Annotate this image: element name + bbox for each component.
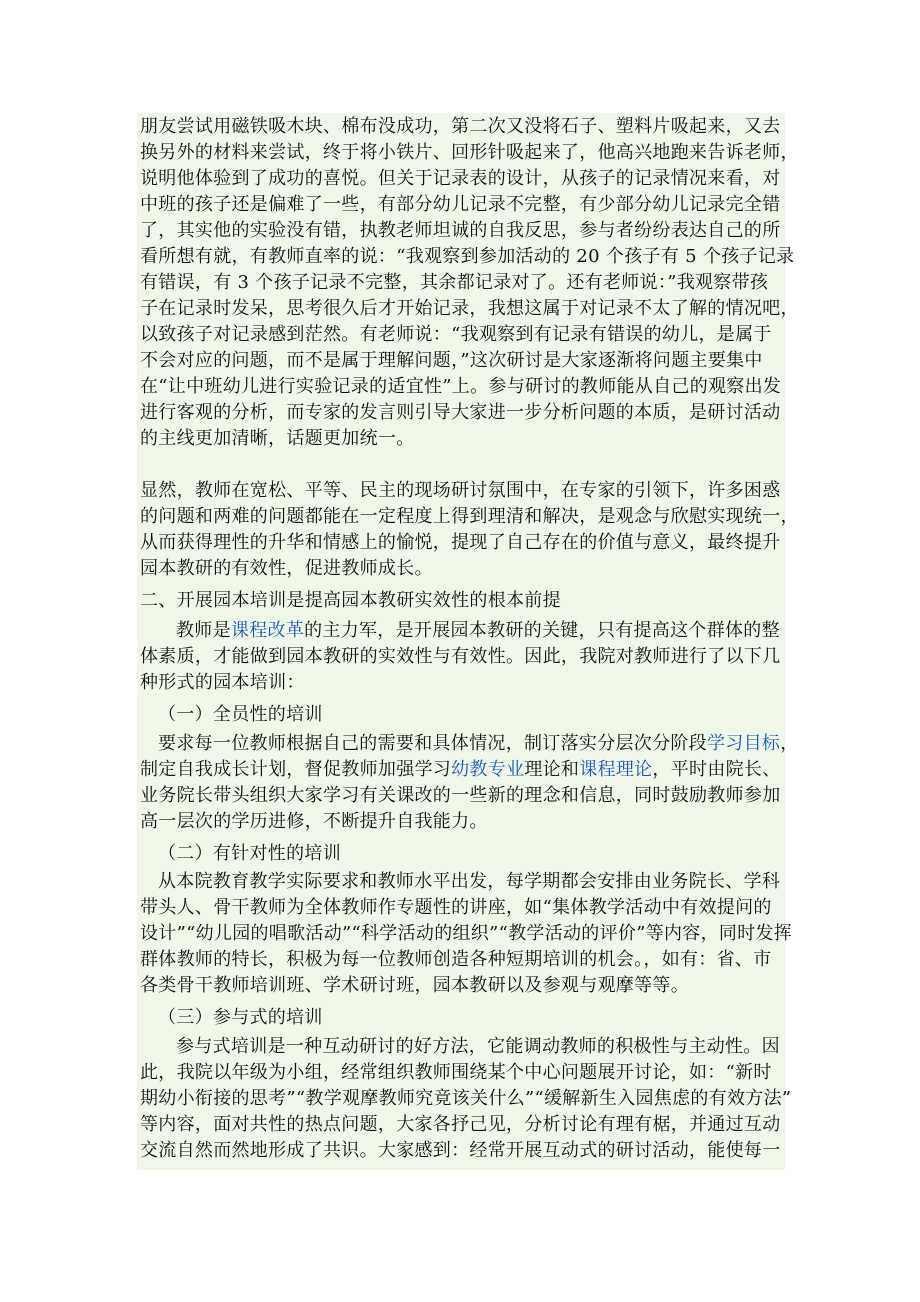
link-curriculum-theory[interactable]: 课程理论 <box>579 759 653 780</box>
text-line: 说明他体验到了成功的喜悦。但关于记录表的设计，从孩子的记录情况来看，对 <box>140 168 781 189</box>
text-line: 从本院教育教学实际要求和教师水平出发，每学期都会安排由业务院长、学科 <box>158 871 781 892</box>
text-line: 种形式的园本培训： <box>140 672 305 693</box>
text-span: 要求每一位教师根据自己的需要和具体情况，制订落实分层次分阶段 <box>158 733 707 754</box>
text-line: 在“让中班幼儿进行实验记录的适宜性”上。参与研讨的教师能从自己的观察出发 <box>140 376 782 397</box>
text-line: 换另外的材料来尝试，终于将小铁片、回形针吸起来了，他高兴地跑来告诉老师， <box>140 142 799 163</box>
text-line: 交流自然而然地形成了共识。大家感到：经常开展互动式的研讨活动，能使每一 <box>140 1140 781 1161</box>
text-line: 各类骨干教师培训班、学术研讨班，园本教研以及参观与观摩等等。 <box>140 975 689 996</box>
text-line: 从而获得理性的升华和情感上的愉悦，提现了自己存在的价值与意义，最终提升 <box>140 532 781 553</box>
text-line: 等内容，面对共性的热点问题，大家各抒己见，分析讨论有理有椐，并通过互动 <box>140 1114 781 1135</box>
text-line <box>140 757 785 783</box>
text-line: 的主线更加清晰，话题更加统一。 <box>140 428 415 449</box>
text-span: 理论和 <box>524 759 580 780</box>
text-line: 期幼小衔接的思考”“教学观摩教师究竟该关什么”“缓解新生入园焦虑的有效方法” <box>140 1088 792 1109</box>
text-line: 设计”“幼儿园的唱歌活动”“科学活动的组织”“教学活动的评价”等内容，同时发挥 <box>140 923 793 944</box>
subsection-heading: （二）有针对性的培训 <box>158 843 341 864</box>
text-line: 不会对应的问题，而不是属于理解问题，”这次研讨是大家逐渐将问题主要集中 <box>140 350 763 371</box>
subsection-heading: （一）全员性的培训 <box>158 704 323 725</box>
text-line: 显然，教师在宽松、平等、民主的现场研讨氛围中，在专家的引领下，许多困惑 <box>140 480 781 501</box>
link-learning-goals[interactable]: 学习目标 <box>707 733 781 754</box>
text-line: 有错误，有 3 个孩子记录不完整，其余都记录对了。还有老师说：”我观察带孩 <box>140 272 769 293</box>
text-line: 的问题和两难的问题都能在一定程度上得到理清和解决，是观念与欣慰实现统一， <box>140 506 799 527</box>
text-line: 此，我院以年级为小组，经常组织教师围绕某个中心问题展开讨论，如：“新时 <box>140 1062 772 1083</box>
text-line: 体素质，才能做到园本教研的实效性与有效性。因此，我院对教师进行了以下几 <box>140 646 781 667</box>
text-line: 了，其实他的实验没有错，执教老师坦诚的自我反思，参与者纷纷表达自己的所 <box>140 220 781 241</box>
text-line: 高一层次的学历进修，不断提升自我能力。 <box>140 811 488 832</box>
text-line: 子在记录时发呆，思考很久后才开始记录，我想这属于对记录不太了解的情况吧， <box>140 298 799 319</box>
text-span: 教师是 <box>176 620 231 641</box>
text-line: 看所想有就，有教师直率的说：“我观察到参加活动的 20 个孩子有 5 个孩子记录 <box>140 246 795 267</box>
text-span: ，平时由院长、 <box>652 759 781 780</box>
text-line: 朋友尝试用磁铁吸木块、棉布没成功，第二次又没将石子、塑料片吸起来，又去 <box>140 116 781 137</box>
text-line: 参与式培训是一种互动研讨的好方法，它能调动教师的积极性与主动性。因 <box>176 1036 780 1057</box>
text-span: 制定自我成长计划，督促教师加强学习 <box>140 759 452 780</box>
text-line: 中班的孩子还是偏难了一些，有部分幼儿记录不完整，有少部分幼儿记录完全错 <box>140 194 781 215</box>
text-line: 进行客观的分析，而专家的发言则引导大家进一步分析问题的本质，是研讨活动 <box>140 402 781 423</box>
link-curriculum-reform[interactable]: 课程改革 <box>230 620 305 641</box>
link-preschool-education[interactable]: 幼教专业 <box>451 759 525 780</box>
text-line: 带头人、骨干教师为全体教师作专题性的讲座，如“集体教学活动中有效提问的 <box>140 897 772 918</box>
text-line: 群体教师的特长，积极为每一位教师创造各种短期培训的机会。，如有：省、市 <box>140 949 772 970</box>
text-line <box>140 731 799 757</box>
section-heading: 二、开展园本培训是提高园本教研实效性的根本前提 <box>140 590 561 611</box>
text-line: 业务院长带头组织大家学习有关课改的一些新的理念和信息，同时鼓励教师参加 <box>140 785 781 806</box>
text-line: 园本教研的有效性，促进教师成长。 <box>140 558 433 579</box>
text-line: 以致孩子对记录感到茫然。有老师说：“我观察到有记录有错误的幼儿，是属于 <box>140 324 772 345</box>
text-span: ， <box>780 733 799 754</box>
text-span: 的主力军，是开展园本教研的关键，只有提高这个群体的整 <box>304 620 780 641</box>
subsection-heading: （三）参与式的培训 <box>158 1007 323 1028</box>
text-line <box>140 618 785 644</box>
